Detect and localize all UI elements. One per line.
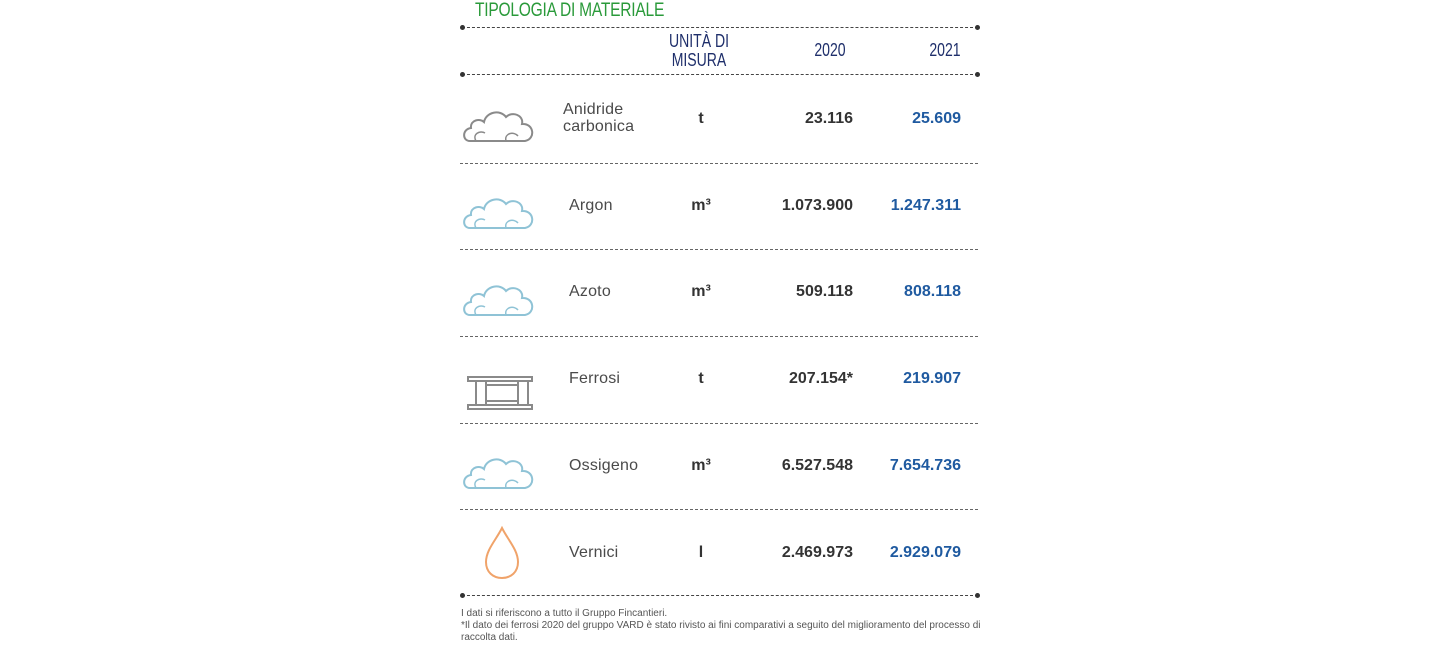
row-unit: m³ bbox=[691, 283, 711, 300]
cloud-icon bbox=[462, 176, 538, 236]
table-row bbox=[460, 510, 978, 596]
steel-beam-icon bbox=[462, 350, 538, 410]
cloud-icon bbox=[462, 263, 538, 323]
value-2021: 808.118 bbox=[904, 283, 961, 300]
value-2021: 219.907 bbox=[903, 370, 961, 387]
value-2021: 7.654.736 bbox=[889, 457, 961, 474]
table-row bbox=[460, 337, 978, 423]
section-title: TIPOLOGIA DI MATERIALE bbox=[475, 0, 665, 21]
divider-dot bbox=[975, 593, 980, 598]
header-year-2020: 2020 bbox=[814, 40, 846, 60]
cloud-icon bbox=[462, 89, 538, 149]
value-2020: 2.469.973 bbox=[781, 544, 853, 561]
row-unit: m³ bbox=[691, 197, 711, 214]
table-row bbox=[460, 163, 978, 249]
header-unit-line1: UNITÀ DI bbox=[668, 31, 730, 51]
value-2021: 25.609 bbox=[912, 110, 961, 127]
value-2020: 1.073.900 bbox=[781, 197, 853, 214]
bottom-divider bbox=[462, 595, 978, 596]
value-2021: 2.929.079 bbox=[889, 544, 961, 561]
table-row bbox=[460, 250, 978, 336]
top-divider bbox=[462, 27, 978, 28]
row-label: Ferrosi bbox=[569, 370, 621, 387]
header-unit-column bbox=[666, 32, 732, 70]
value-2020: 509.118 bbox=[796, 283, 853, 300]
divider-dot bbox=[460, 25, 465, 30]
header-unit-line2: MISURA bbox=[671, 50, 727, 70]
table-row bbox=[460, 423, 978, 509]
footnotes bbox=[461, 608, 991, 644]
cloud-icon bbox=[462, 436, 538, 496]
value-2021: 1.247.311 bbox=[890, 197, 961, 214]
divider-dot bbox=[975, 25, 980, 30]
row-label: Argon bbox=[569, 197, 613, 214]
paint-drop-icon bbox=[462, 524, 538, 594]
row-unit: t bbox=[698, 370, 704, 387]
table-row bbox=[460, 76, 978, 162]
row-label: Vernici bbox=[569, 544, 619, 561]
footnote-scope: I dati si riferiscono a tutto il Gruppo Fincantieri. bbox=[461, 608, 668, 619]
value-2020: 6.527.548 bbox=[781, 457, 853, 474]
footnote-ferrosi: *Il dato dei ferrosi 2020 del gruppo VARD è stato rivisto ai fini comparativi a seguito del miglioramento del processo di raccolta dati. bbox=[461, 620, 981, 643]
value-2020: 23.116 bbox=[804, 110, 853, 127]
row-unit: l bbox=[698, 544, 704, 561]
row-unit: m³ bbox=[691, 457, 711, 474]
row-unit: t bbox=[698, 110, 704, 127]
row-label: Anidride carbonica bbox=[563, 101, 635, 135]
header-year-2021: 2021 bbox=[929, 40, 961, 60]
value-2020: 207.154* bbox=[788, 370, 853, 387]
row-label: Ossigeno bbox=[569, 457, 639, 474]
divider-dot bbox=[460, 593, 465, 598]
header-divider bbox=[462, 74, 978, 75]
row-label: Azoto bbox=[569, 283, 611, 300]
